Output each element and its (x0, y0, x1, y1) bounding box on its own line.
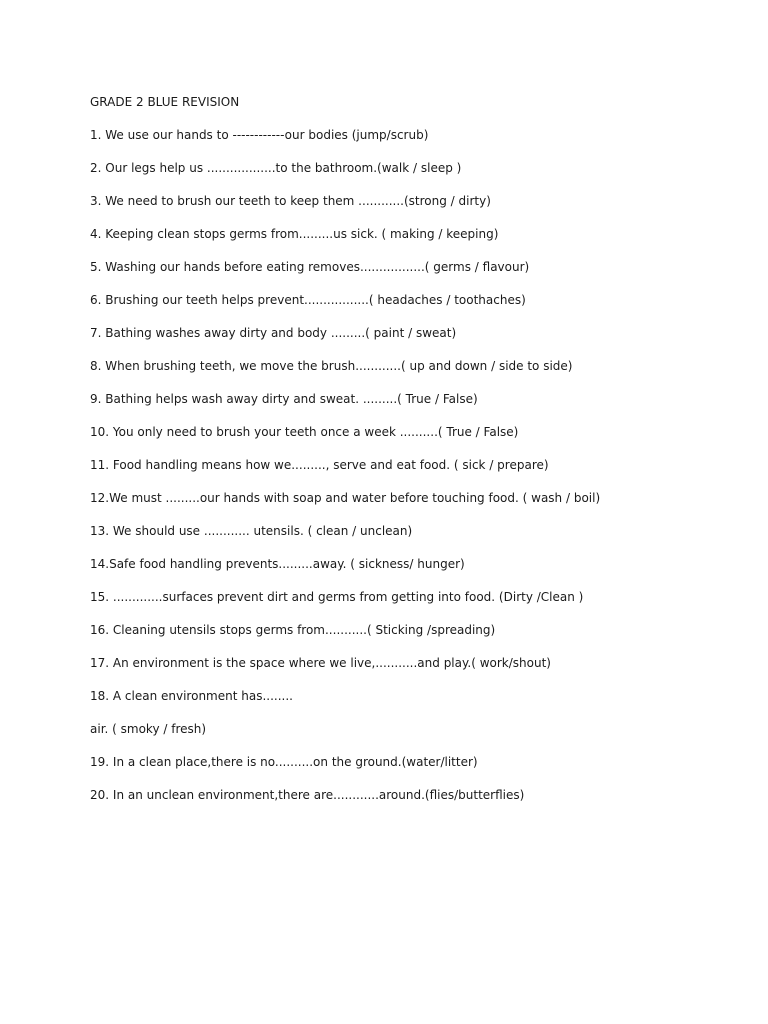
question-line: air. ( smoky / fresh) (90, 722, 207, 736)
question-line: 15. .............surfaces prevent dirt and germs from getting into food. (Dirty /Clean ) (90, 590, 584, 604)
question-line: 13. We should use ............ utensils. ( clean / unclean) (90, 524, 413, 538)
question-line: 12.We must .........our hands with soap and water before touching food. ( wash / boil) (90, 491, 601, 505)
question-line: 3. We need to brush our teeth to keep them ............(strong / dirty) (90, 194, 491, 208)
question-list (90, 127, 600, 820)
question-line: 2. Our legs help us ..................to the bathroom.(walk / sleep ) (90, 161, 462, 175)
question-line: 18. A clean environment has........ (90, 689, 293, 703)
question-line: 4. Keeping clean stops germs from.........us sick. ( making / keeping) (90, 227, 499, 241)
question-line: 17. An environment is the space where we live,...........and play.( work/shout) (90, 656, 551, 670)
question-line: 10. You only need to brush your teeth once a week ..........( True / False) (90, 425, 519, 439)
question-line: 19. In a clean place,there is no..........on the ground.(water/litter) (90, 755, 478, 769)
question-line: 16. Cleaning utensils stops germs from...........( Sticking /spreading) (90, 623, 496, 637)
question-line: 6. Brushing our teeth helps prevent.................( headaches / toothaches) (90, 293, 526, 307)
question-line: 1. We use our hands to ------------our bodies (jump/scrub) (90, 128, 429, 142)
question-line: 5. Washing our hands before eating removes.................( germs / flavour) (90, 260, 530, 274)
document-title: GRADE 2 BLUE REVISION (90, 95, 240, 109)
question-line: 8. When brushing teeth, we move the brush............( up and down / side to side) (90, 359, 573, 373)
question-line: 9. Bathing helps wash away dirty and sweat. .........( True / False) (90, 392, 478, 406)
question-line: 20. In an unclean environment,there are............around.(flies/butterflies) (90, 788, 525, 802)
question-line: 14.Safe food handling prevents.........away. ( sickness/ hunger) (90, 557, 465, 571)
question-line: 11. Food handling means how we........., serve and eat food. ( sick / prepare) (90, 458, 549, 472)
question-line: 7. Bathing washes away dirty and body .........( paint / sweat) (90, 326, 457, 340)
